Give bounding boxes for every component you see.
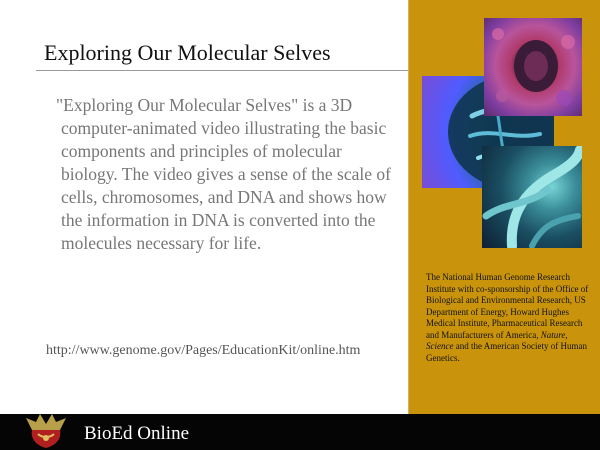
slide-body-text: "Exploring Our Molecular Selves" is a 3D computer-animated video illustrating the basic components and principles of molecular biology. The video gives a sense of the scale of cells, chromosomes, and DNA and shows how the information in DNA is converted into the molecules necessary for life.: [56, 95, 391, 253]
footer-brand: BioEd Online: [84, 423, 190, 444]
sponsor-text: The National Human Genome Research Institute with co-sponsorship of the Office of Biological and Environmental Research, US Department of Energy, Howard Hughes Medical Institute, Pharmaceutical Research and Manufacturers of America, Nature, Science and the American Society of Human Genetics.: [426, 272, 589, 363]
dna-molecule-image: [482, 146, 582, 248]
resource-url[interactable]: http://www.genome.gov/Pages/EducationKit/online.htm: [46, 343, 361, 358]
bioed-logo-icon: [20, 412, 72, 450]
title-divider: [36, 70, 408, 71]
cell-image: [484, 18, 582, 116]
slide-title: Exploring Our Molecular Selves: [44, 40, 331, 65]
